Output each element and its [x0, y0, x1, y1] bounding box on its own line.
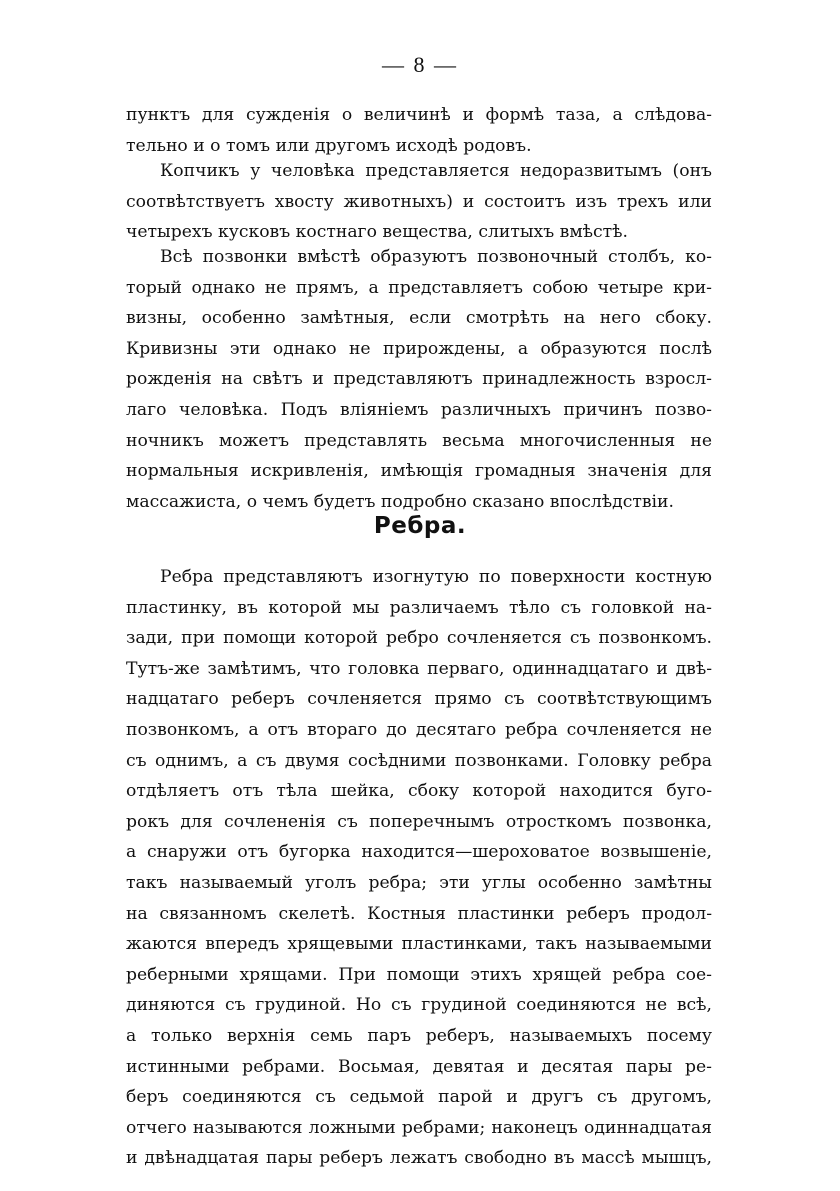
text-line: съ однимъ, а съ двумя сосѣдними позвонками. Головку ребра [126, 750, 712, 771]
text-line: рожденія на свѣтъ и представляютъ принадлежность взросл- [126, 369, 712, 390]
text-line: такъ называемый уголъ ребра; эти углы особенно замѣтны [126, 872, 712, 893]
text-line: истинными ребрами. Восьмая, девятая и десятая пары ре- [126, 1056, 712, 1077]
text-line: жаются впередъ хрящевыми пластинками, такъ называемыми [126, 934, 712, 955]
text-line: и двѣнадцатая пары реберъ лежатъ свободно въ массѣ мышцъ, [126, 1148, 712, 1169]
text-line: четырехъ кусковъ костнаго вещества, слитыхъ вмѣстѣ. [126, 222, 629, 243]
text-line: лаго человѣка. Подъ вліяніемъ различныхъ причинъ позво- [126, 399, 712, 420]
text-line: беръ соединяются съ седьмой парой и другъ съ другомъ, [126, 1087, 712, 1108]
text-line: позвонкомъ, а отъ втораго до десятаго ребра сочленяется не [126, 719, 712, 740]
text-line: а только верхнія семь паръ реберъ, называемыхъ посему [126, 1025, 712, 1046]
text-line: отчего называются ложными ребрами; наконецъ одиннадцатая [126, 1117, 712, 1138]
text-line: соотвѣтствуетъ хвосту животныхъ) и состоитъ изъ трехъ или [126, 191, 712, 212]
page-number: — 8 — [382, 52, 458, 77]
text-line: ночникъ можетъ представлять весьма многочисленныя не [126, 430, 712, 451]
text-line: тельно и о томъ или другомъ исходѣ родовъ. [126, 135, 532, 156]
paragraph-3 [126, 242, 712, 517]
text-line: а снаружи отъ бугорка находится—шероховатое возвышеніе, [126, 842, 712, 863]
text-line: на связанномъ скелетѣ. Костныя пластинки реберъ продол- [126, 903, 712, 924]
text-line: нормальныя искривленія, имѣющія громадныя значенія для [126, 461, 712, 482]
text-line: отдѣляетъ отъ тѣла шейка, сбоку которой находится буго- [126, 781, 712, 802]
text-line: реберными хрящами. При помощи этихъ хрящей ребра сое- [126, 964, 712, 985]
text-line: массажиста, о чемъ будетъ подробно сказано впослѣдствіи. [126, 491, 674, 512]
text-line: Тутъ-же замѣтимъ, что головка перваго, одиннадцатаго и двѣ- [126, 658, 712, 679]
text-line: торый однако не прямъ, а представляетъ собою четыре кри- [126, 277, 712, 298]
paragraph-1 [126, 100, 712, 161]
text-line: Кривизны эти однако не прирождены, а образуются послѣ [126, 338, 712, 359]
text-line: надцатаго реберъ сочленяется прямо съ соотвѣтствующимъ [126, 689, 712, 710]
text-line: Копчикъ у человѣка представляется недоразвитымъ (онъ [160, 161, 712, 181]
section-paragraph [126, 562, 712, 1174]
text-line: Ребра представляютъ изогнутую по поверхности костную [160, 567, 712, 587]
paragraph-2 [126, 156, 712, 248]
text-line: пунктъ для сужденія о величинѣ и формѣ таза, а слѣдова- [126, 105, 712, 125]
text-line: Всѣ позвонки вмѣстѣ образуютъ позвоночный столбъ, ко- [160, 247, 712, 267]
text-line: визны, особенно замѣтныя, если смотрѣть на него сбоку. [126, 308, 712, 329]
section-heading: Ребра. [373, 513, 467, 539]
text-line: пластинку, въ которой мы различаемъ тѣло съ головкой на- [126, 597, 712, 618]
text-line: рокъ для сочлененія съ поперечнымъ отросткомъ позвонка, [126, 811, 712, 832]
text-line: диняются съ грудиной. Но съ грудиной соединяются не всѣ, [126, 995, 712, 1016]
text-line: зади, при помощи которой ребро сочленяется съ позвонкомъ. [126, 628, 712, 649]
